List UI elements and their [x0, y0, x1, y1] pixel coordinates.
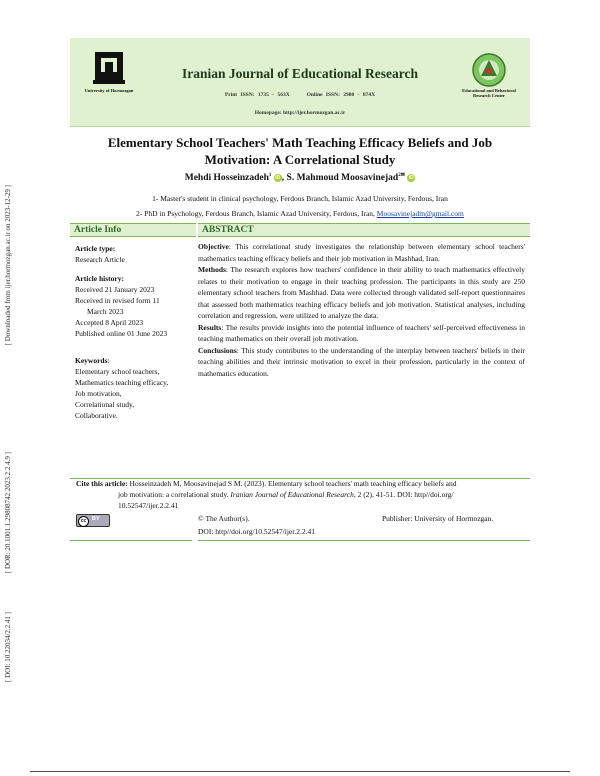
keyword-item: Collaborative. [75, 411, 118, 420]
results-text: : The results provide insights into the potential influence of teachers' self-perceived effectiveness in teaching mathematics on their overall job motivation. [198, 322, 525, 343]
article-history-label: Article history: [75, 274, 124, 283]
affiliation-2 [60, 209, 540, 218]
citation-block [76, 478, 526, 511]
citation-text-3: , 2 (2), 41-51. DOI: http//doi.org/ [353, 490, 454, 499]
author-separator: , [281, 173, 287, 184]
published-date: Published online 01 June 2023 [75, 329, 168, 338]
cc-glyph: cc [78, 516, 89, 527]
divider-left [70, 540, 192, 541]
cc-by-glyph: BY [92, 516, 100, 522]
dor-side-note: [ DOR: 20.1001.1.29808742.2023.2.2.4.9 ] [4, 452, 12, 574]
citation-text-2: job motivation: a correlational study. [118, 490, 231, 499]
objective-label: Objective [198, 242, 229, 251]
article-type-value: Research Article [75, 255, 125, 264]
orcid-icon[interactable]: iD [275, 175, 281, 182]
footer-divider [30, 771, 570, 772]
conclusions-text: : This study contributes to the understanding of the interplay between teachers' beliefs in their teaching abilities and their intrinsic motivation to excel in their profession, particularly in the context of mathematics education. [198, 345, 525, 378]
journal-homepage[interactable]: Homepage: http://ijer.hormozgan.ac.ir [254, 110, 346, 116]
methods-text: : The research explores how teachers' confidence in their ability to teach mathematics effectively relates to their motivation to engage in their teaching profession. The participants in this study are 250 elementary school teachers from Mashhad. Data were collected through validated self-report questionnaires that assessed both mathematics teaching efficacy beliefs and job motivation. Statistical analyses, including correlation and regression, were utilized to analyze the data. [198, 265, 525, 320]
abstract-methods [198, 264, 525, 322]
keyword-item: Mathematics teaching efficacy, [75, 378, 169, 387]
abstract-conclusions [198, 345, 525, 380]
journal-title: Iranian Journal of Educational Research [181, 66, 419, 81]
abstract-body [198, 241, 525, 379]
article-title: Elementary School Teachers' Math Teaching Efficacy Beliefs and Job Motivation: A Correlational Study [107, 135, 493, 167]
right-logo-caption: Educational and Behavioral Research Center [462, 88, 516, 98]
keywords-colon: : [107, 356, 110, 365]
corresponding-email-link[interactable]: Moosavinejadm@gmail.com [376, 209, 464, 218]
abstract-objective [198, 241, 525, 264]
print-issn: Print ISSN: 1735 - 563X [224, 92, 290, 98]
citation-label: Cite this article: [76, 479, 128, 488]
doi-side-note: [ DOI: 10.22034/2.2.41 ] [4, 612, 12, 682]
research-center-logo [456, 52, 522, 98]
accepted-date: Accepted 8 April 2023 [75, 318, 144, 327]
author-2: S. Mahmoud Moosavinejad [286, 173, 399, 184]
received-date: Received 21 January 2023 [75, 285, 155, 294]
online-issn: Online ISSN: 2980 - 874X [306, 92, 376, 98]
keywords-label: Keywords [75, 356, 108, 365]
revised-date-line-1: Received in revised form 11 [75, 296, 160, 305]
divider-right [198, 540, 530, 541]
citation-line-1 [76, 478, 526, 489]
doi-link[interactable]: DOI: http//doi.org/10.52547/ijer.2.2.41 [198, 527, 315, 536]
citation-text-1: Hosseinzadeh M, Moosavinejad S M. (2023). Elementary school teachers' math teaching efficacy beliefs and [127, 479, 457, 488]
keyword-item: Job motivation, [75, 389, 122, 398]
abstract-heading: ABSTRACT [198, 223, 530, 237]
research-center-emblem-icon [471, 52, 507, 88]
objective-text: : This correlational study investigates the relationship between elementary school teachers' mathematics teaching efficacy beliefs and their job motivation in Mashhad, Iran. [198, 242, 525, 263]
abstract-results [198, 322, 525, 345]
conclusions-label: Conclusions [198, 345, 237, 355]
affiliation-2-text: 2- PhD in Psychology, Ferdous Branch, Islamic Azad University, Ferdous, Iran, [136, 209, 377, 218]
keyword-item: Elementary school teachers, [75, 367, 160, 376]
keyword-item: Correlational study, [75, 400, 135, 409]
copyright-notice: © The Author(s). [198, 514, 250, 523]
citation-line-2 [76, 489, 526, 500]
author-list [80, 172, 520, 183]
author-1-sup: 1 [268, 173, 272, 178]
citation-journal: Iranian Journal of Educational Research [230, 490, 354, 499]
citation-line-3[interactable]: 10.52547/ijer.2.2.41 [118, 501, 179, 510]
journal-banner [70, 38, 530, 127]
download-side-note: [ Downloaded from ijer.hormozgan.ac.ir on 2023-12-29 ] [4, 185, 12, 346]
left-logo-caption: University of Hormozgan [84, 88, 134, 93]
cc-license-icon[interactable] [76, 514, 110, 527]
article-info-heading: Article Info [70, 223, 196, 237]
publisher-notice: Publisher: University of Hormozgan. [382, 514, 494, 523]
author-1: Mehdi Hosseinzadeh [184, 173, 269, 184]
author-2-sup: 2✉ [398, 173, 405, 178]
orcid-icon[interactable]: iD [408, 175, 414, 182]
article-type-label: Article type: [75, 244, 116, 253]
article-info-panel [75, 243, 193, 421]
revised-date-line-2: March 2023 [87, 307, 124, 316]
methods-label: Methods [198, 265, 226, 274]
keywords-heading [75, 355, 193, 366]
results-label: Results [198, 322, 222, 332]
affiliation-1: 1- Master's student in clinical psychology, Ferdous Branch, Islamic Azad University, Ferdous, Iran [152, 194, 448, 203]
